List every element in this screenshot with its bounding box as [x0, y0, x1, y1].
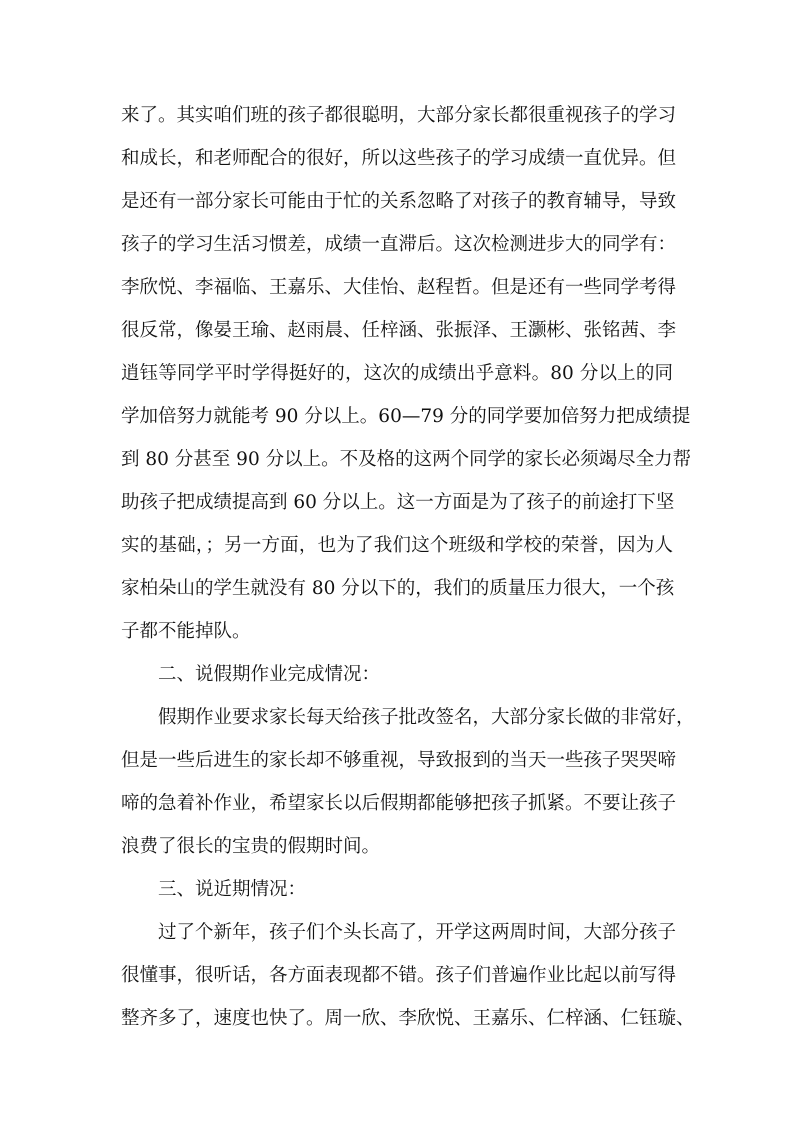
- text-line: 啼的急着补作业，希望家长以后假期都能够把孩子抓紧。不要让孩子: [121, 793, 677, 814]
- text-line: 家柏朵山的学生就没有 80 分以下的，我们的质量压力很大，一个孩: [121, 578, 675, 599]
- text-line: 孩子的学习生活习惯差，成绩一直滞后。这次检测进步大的同学有：: [121, 234, 677, 255]
- text-line: 来了。其实咱们班的孩子都很聪明，大部分家长都很重视孩子的学习: [121, 105, 677, 126]
- text-line: 过了个新年，孩子们个头长高了，开学这两周时间，大部分孩子: [158, 922, 677, 943]
- section-heading: 二、说假期作业完成情况：: [158, 664, 381, 685]
- text-line: 但是一些后进生的家长却不够重视，导致报到的当天一些孩子哭哭啼: [121, 750, 677, 771]
- text-line: 李欣悦、李福临、王嘉乐、大佳怡、赵程哲。但是还有一些同学考得: [121, 277, 677, 298]
- text-line: 到 80 分甚至 90 分以上。不及格的这两个同学的家长必须竭尽全力帮: [121, 449, 692, 470]
- text-line: 浪费了很长的宝贵的假期时间。: [121, 836, 381, 857]
- text-line: 和成长，和老师配合的很好，所以这些孩子的学习成绩一直优异。但: [121, 148, 677, 169]
- text-line: 学加倍努力就能考 90 分以上。60—79 分的同学要加倍努力把成绩提: [121, 406, 691, 427]
- text-line: 逍钰等同学平时学得挺好的，这次的成绩出乎意料。80 分以上的同: [121, 363, 673, 384]
- text-line: 助孩子把成绩提高到 60 分以上。这一方面是为了孩子的前途打下坚: [121, 492, 675, 513]
- text-line: 实的基础，；另一方面，也为了我们这个班级和学校的荣誉，因为人: [121, 535, 673, 556]
- text-line: 是还有一部分家长可能由于忙的关系忽略了对孩子的教育辅导，导致: [121, 191, 677, 212]
- section-heading: 三、说近期情况：: [158, 879, 307, 900]
- text-line: 整齐多了，速度也快了。周一欣、李欣悦、王嘉乐、仁梓涵、仁钰璇、: [121, 1008, 695, 1029]
- text-line: 很反常，像晏王瑜、赵雨晨、任梓涵、张振泽、王灏彬、张铭茜、李: [121, 320, 677, 341]
- text-line: 很懂事，很听话，各方面表现都不错。孩子们普遍作业比起以前写得: [121, 965, 677, 986]
- text-line: 假期作业要求家长每天给孩子批改签名，大部分家长做的非常好，: [158, 707, 695, 728]
- text-line: 子都不能掉队。: [121, 621, 251, 642]
